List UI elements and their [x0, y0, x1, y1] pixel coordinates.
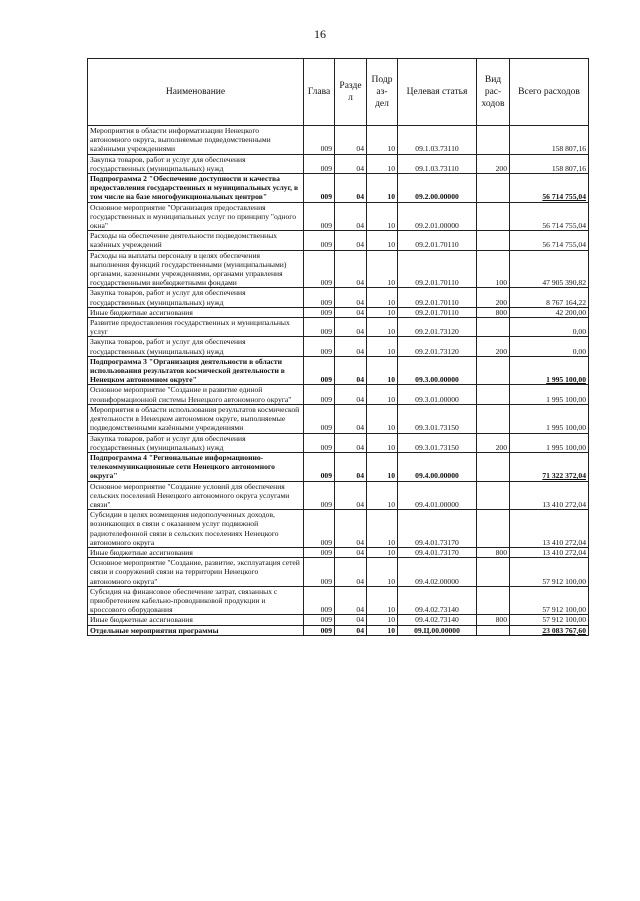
cell-total: 8 767 164,22 — [510, 288, 589, 307]
table-row — [88, 356, 589, 385]
cell-subsection: 10 — [367, 250, 398, 288]
cell-expense-type: 200 — [477, 337, 510, 356]
cell-section: 04 — [335, 174, 367, 203]
cell-chapter: 009 — [304, 154, 335, 173]
cell-total: 13 410 272,04 — [510, 547, 589, 557]
cell-total: 42 200,00 — [510, 307, 589, 317]
cell-target-article: 09.2.01.70110 — [398, 288, 477, 307]
cell-total: 47 905 390,82 — [510, 250, 589, 288]
table-row — [88, 615, 589, 625]
cell-chapter: 009 — [304, 356, 335, 385]
cell-subsection: 10 — [367, 433, 398, 452]
cell-subsection: 10 — [367, 481, 398, 510]
cell-name: Закупка товаров, работ и услуг для обеспечения государственных (муниципальных) нужд — [88, 288, 304, 307]
cell-section: 04 — [335, 452, 367, 481]
cell-name: Подпрограмма 4 "Региональные информационно-телекоммуникационные сети Ненецкого автономного округа" — [88, 452, 304, 481]
cell-expense-type — [477, 174, 510, 203]
cell-target-article: 09.1.03.73110 — [398, 154, 477, 173]
cell-target-article: 09.2.01.70110 — [398, 307, 477, 317]
cell-target-article: 09.4.02.00000 — [398, 558, 477, 587]
cell-chapter: 009 — [304, 586, 335, 615]
cell-name: Основное мероприятие "Создание условий для обеспечения сельских поселений Ненецкого автономного округа услугами связи" — [88, 481, 304, 510]
table-body — [88, 126, 589, 636]
cell-section: 04 — [335, 404, 367, 433]
cell-total: 13 410 272,04 — [510, 481, 589, 510]
table-row — [88, 558, 589, 587]
table-row — [88, 433, 589, 452]
cell-section: 04 — [335, 356, 367, 385]
cell-section: 04 — [335, 547, 367, 557]
cell-name: Подпрограмма 3 "Организация деятельности в области использования результатов космической деятельности в Ненецком автономном округе" — [88, 356, 304, 385]
table-row — [88, 307, 589, 317]
cell-expense-type — [477, 586, 510, 615]
cell-name: Основное мероприятие "Создание, развитие, эксплуатация сетей связи и сооружений связи на территории Ненецкого автономного округа" — [88, 558, 304, 587]
cell-total: 56 714 755,04 — [510, 174, 589, 203]
cell-name: Иные бюджетные ассигнования — [88, 307, 304, 317]
cell-chapter: 009 — [304, 307, 335, 317]
cell-chapter: 009 — [304, 231, 335, 250]
cell-expense-type: 800 — [477, 307, 510, 317]
cell-section: 04 — [335, 154, 367, 173]
cell-total: 1 995 100,00 — [510, 356, 589, 385]
page-number: 16 — [314, 27, 326, 41]
cell-name: Основное мероприятие "Организация предоставления государственных и муниципальных услуг по принципу "одного окна" — [88, 202, 304, 231]
cell-subsection: 10 — [367, 615, 398, 625]
cell-expense-type — [477, 481, 510, 510]
table-row — [88, 404, 589, 433]
cell-chapter: 009 — [304, 385, 335, 404]
cell-target-article: 09.2.01.73120 — [398, 318, 477, 337]
cell-chapter: 009 — [304, 126, 335, 155]
cell-target-article: 09.Ц.00.00000 — [398, 625, 477, 635]
cell-subsection: 10 — [367, 404, 398, 433]
cell-subsection: 10 — [367, 452, 398, 481]
cell-section: 04 — [335, 318, 367, 337]
cell-chapter: 009 — [304, 433, 335, 452]
cell-chapter: 009 — [304, 202, 335, 231]
cell-expense-type — [477, 625, 510, 635]
cell-name: Закупка товаров, работ и услуг для обеспечения государственных (муниципальных) нужд — [88, 433, 304, 452]
header-target-article: Целевая статья — [398, 59, 477, 126]
cell-subsection: 10 — [367, 558, 398, 587]
header-section: Разде л — [335, 59, 367, 126]
header-chapter: Глава — [304, 59, 335, 126]
table-row — [88, 174, 589, 203]
cell-section: 04 — [335, 126, 367, 155]
cell-total: 56 714 755,04 — [510, 202, 589, 231]
cell-subsection: 10 — [367, 202, 398, 231]
cell-expense-type — [477, 318, 510, 337]
cell-name: Субсидии в целях возмещения недополученных доходов, возникающих в связи с оказанием услуг подвижной радиотелефонной связи в сельских поселениях Ненецкого автономного округа — [88, 510, 304, 548]
cell-total: 57 912 100,00 — [510, 615, 589, 625]
header-total: Всего расходов — [510, 59, 589, 126]
cell-target-article: 09.2.01.00000 — [398, 202, 477, 231]
table-row — [88, 385, 589, 404]
header-row — [88, 59, 589, 126]
cell-total: 23 083 767,60 — [510, 625, 589, 635]
table-row — [88, 250, 589, 288]
cell-subsection: 10 — [367, 547, 398, 557]
cell-subsection: 10 — [367, 231, 398, 250]
cell-target-article: 09.3.01.00000 — [398, 385, 477, 404]
cell-expense-type — [477, 385, 510, 404]
cell-section: 04 — [335, 385, 367, 404]
cell-section: 04 — [335, 615, 367, 625]
cell-total: 1 995 100,00 — [510, 385, 589, 404]
cell-section: 04 — [335, 202, 367, 231]
table-row — [88, 337, 589, 356]
cell-expense-type — [477, 452, 510, 481]
cell-subsection: 10 — [367, 385, 398, 404]
cell-section: 04 — [335, 337, 367, 356]
cell-total: 158 807,16 — [510, 154, 589, 173]
cell-total: 0,00 — [510, 318, 589, 337]
table-row — [88, 126, 589, 155]
cell-name: Расходы на выплаты персоналу в целях обеспечения выполнения функций государственными (муниципальными) органами, казенными учреждениями, органами управления государственными внебюджетными фондами — [88, 250, 304, 288]
cell-total: 158 807,16 — [510, 126, 589, 155]
cell-section: 04 — [335, 250, 367, 288]
cell-target-article: 09.3.00.00000 — [398, 356, 477, 385]
cell-subsection: 10 — [367, 337, 398, 356]
cell-chapter: 009 — [304, 288, 335, 307]
cell-subsection: 10 — [367, 126, 398, 155]
table-row — [88, 625, 589, 635]
cell-chapter: 009 — [304, 250, 335, 288]
cell-section: 04 — [335, 433, 367, 452]
cell-name: Иные бюджетные ассигнования — [88, 547, 304, 557]
header-expense-type: Вид рас- ходов — [477, 59, 510, 126]
cell-subsection: 10 — [367, 154, 398, 173]
cell-target-article: 09.4.01.73170 — [398, 510, 477, 548]
table-row — [88, 231, 589, 250]
table-row — [88, 318, 589, 337]
header-subsection: Подр аз- дел — [367, 59, 398, 126]
cell-chapter: 009 — [304, 615, 335, 625]
cell-subsection: 10 — [367, 586, 398, 615]
cell-target-article: 09.1.03.73110 — [398, 126, 477, 155]
cell-name: Закупка товаров, работ и услуг для обеспечения государственных (муниципальных) нужд — [88, 154, 304, 173]
cell-chapter: 009 — [304, 174, 335, 203]
cell-target-article: 09.4.00.00000 — [398, 452, 477, 481]
cell-expense-type — [477, 404, 510, 433]
cell-total: 1 995 100,00 — [510, 404, 589, 433]
cell-expense-type — [477, 510, 510, 548]
table-row — [88, 202, 589, 231]
cell-total: 0,00 — [510, 337, 589, 356]
cell-expense-type: 800 — [477, 615, 510, 625]
cell-name: Мероприятия в области информатизации Ненецкого автономного округа, выполняемые подведомственными казёнными учреждениями — [88, 126, 304, 155]
cell-expense-type: 100 — [477, 250, 510, 288]
cell-total: 71 322 372,04 — [510, 452, 589, 481]
cell-total: 13 410 272,04 — [510, 510, 589, 548]
cell-name: Мероприятия в области использования результатов космической деятельности в Ненецком автономном округе, выполняемые подведомственными казёнными учреждениями — [88, 404, 304, 433]
cell-chapter: 009 — [304, 510, 335, 548]
cell-total: 57 912 100,00 — [510, 586, 589, 615]
cell-section: 04 — [335, 231, 367, 250]
cell-name: Основное мероприятие "Создание и развитие единой геоинформационной системы Ненецкого автономного округа" — [88, 385, 304, 404]
cell-chapter: 009 — [304, 452, 335, 481]
table-row — [88, 547, 589, 557]
cell-name: Иные бюджетные ассигнования — [88, 615, 304, 625]
cell-chapter: 009 — [304, 625, 335, 635]
cell-section: 04 — [335, 510, 367, 548]
cell-target-article: 09.4.02.73140 — [398, 615, 477, 625]
table-row — [88, 510, 589, 548]
cell-expense-type — [477, 202, 510, 231]
cell-chapter: 009 — [304, 404, 335, 433]
cell-expense-type: 200 — [477, 433, 510, 452]
cell-chapter: 009 — [304, 481, 335, 510]
cell-chapter: 009 — [304, 337, 335, 356]
cell-subsection: 10 — [367, 288, 398, 307]
header-name: Наименование — [88, 59, 304, 126]
table-row — [88, 481, 589, 510]
cell-name: Развитие предоставления государственных и муниципальных услуг — [88, 318, 304, 337]
cell-target-article: 09.2.01.70110 — [398, 250, 477, 288]
cell-subsection: 10 — [367, 356, 398, 385]
cell-subsection: 10 — [367, 510, 398, 548]
cell-subsection: 10 — [367, 318, 398, 337]
table-row — [88, 452, 589, 481]
cell-section: 04 — [335, 558, 367, 587]
cell-section: 04 — [335, 307, 367, 317]
cell-name: Отдельные мероприятия программы — [88, 625, 304, 635]
cell-chapter: 009 — [304, 547, 335, 557]
table-row — [88, 586, 589, 615]
cell-target-article: 09.3.01.73150 — [398, 404, 477, 433]
cell-target-article: 09.2.01.73120 — [398, 337, 477, 356]
cell-section: 04 — [335, 481, 367, 510]
cell-total: 56 714 755,04 — [510, 231, 589, 250]
table-row — [88, 154, 589, 173]
cell-name: Субсидия на финансовое обеспечение затрат, связанных с приобретением кабельно-проводниковой продукции и кроссового оборудования — [88, 586, 304, 615]
cell-expense-type — [477, 231, 510, 250]
cell-section: 04 — [335, 625, 367, 635]
cell-expense-type: 200 — [477, 288, 510, 307]
budget-table — [87, 58, 589, 636]
cell-subsection: 10 — [367, 307, 398, 317]
cell-expense-type — [477, 126, 510, 155]
table-row — [88, 288, 589, 307]
cell-subsection: 10 — [367, 174, 398, 203]
cell-target-article: 09.2.00.00000 — [398, 174, 477, 203]
cell-target-article: 09.4.02.73140 — [398, 586, 477, 615]
cell-subsection: 10 — [367, 625, 398, 635]
cell-chapter: 009 — [304, 558, 335, 587]
cell-name: Подпрограмма 2 "Обеспечение доступности и качества предоставления государственных и муниципальных услуг, в том числе на базе многофункциональных центров" — [88, 174, 304, 203]
cell-target-article: 09.3.01.73150 — [398, 433, 477, 452]
cell-total: 57 912 100,00 — [510, 558, 589, 587]
cell-name: Расходы на обеспечение деятельности подведомственных казённых учреждений — [88, 231, 304, 250]
cell-expense-type: 800 — [477, 547, 510, 557]
cell-total: 1 995 100,00 — [510, 433, 589, 452]
cell-section: 04 — [335, 288, 367, 307]
cell-expense-type — [477, 558, 510, 587]
cell-expense-type — [477, 356, 510, 385]
cell-target-article: 09.4.01.73170 — [398, 547, 477, 557]
cell-target-article: 09.4.01.00000 — [398, 481, 477, 510]
cell-section: 04 — [335, 586, 367, 615]
cell-name: Закупка товаров, работ и услуг для обеспечения государственных (муниципальных) нужд — [88, 337, 304, 356]
cell-target-article: 09.2.01.70110 — [398, 231, 477, 250]
cell-chapter: 009 — [304, 318, 335, 337]
cell-expense-type: 200 — [477, 154, 510, 173]
